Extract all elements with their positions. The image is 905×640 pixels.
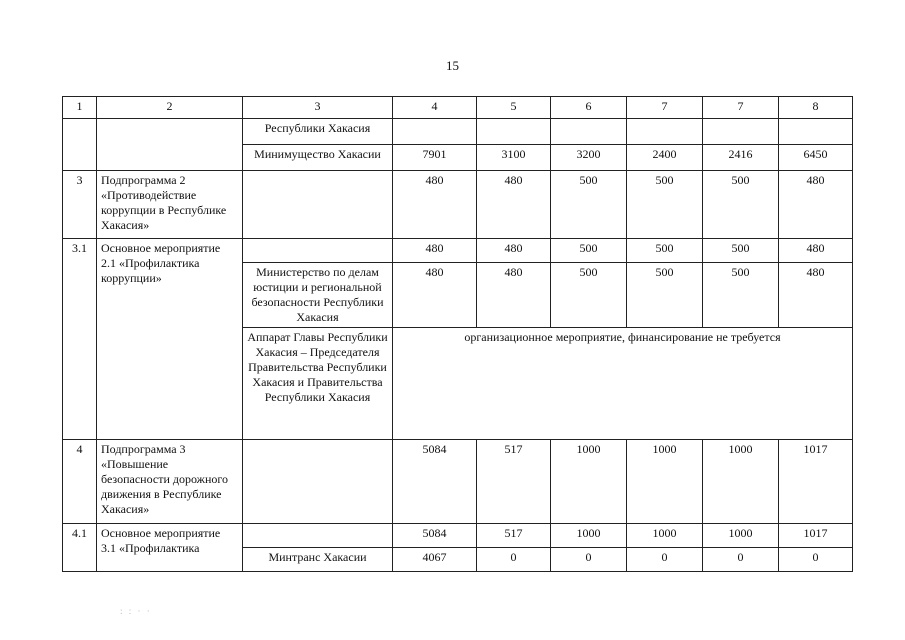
value-cell: 500	[627, 239, 703, 263]
value-cell: 2416	[703, 145, 779, 171]
executor-cell	[243, 239, 393, 263]
value-cell: 4067	[393, 548, 477, 572]
table-row	[63, 239, 853, 263]
row-number-cell: 3	[63, 171, 97, 239]
value-cell: 500	[627, 171, 703, 239]
header-cell: 8	[779, 97, 853, 119]
value-cell: 1017	[779, 524, 853, 548]
value-cell: 0	[627, 548, 703, 572]
row-name-cell: Подпрограмма 2 «Противодействие коррупции в Республике Хакасия»	[97, 171, 243, 239]
executor-cell: Аппарат Главы Республики Хакасия – Председателя Правительства Республики Хакасия и Правительства Республики Хакасия	[243, 328, 393, 440]
value-cell: 0	[477, 548, 551, 572]
value-cell: 517	[477, 440, 551, 524]
row-number-cell: 3.1	[63, 239, 97, 440]
header-cell: 7	[703, 97, 779, 119]
value-cell: 500	[551, 239, 627, 263]
value-cell: 1000	[627, 524, 703, 548]
value-cell: 500	[703, 239, 779, 263]
value-cell: 5084	[393, 440, 477, 524]
table-row	[63, 119, 853, 145]
header-cell: 2	[97, 97, 243, 119]
executor-cell: Министерство по делам юстиции и региональной безопасности Республики Хакасия	[243, 263, 393, 328]
value-cell: 480	[779, 263, 853, 328]
value-cell: 1000	[551, 440, 627, 524]
value-cell: 480	[393, 239, 477, 263]
value-cell: 500	[703, 263, 779, 328]
executor-cell	[243, 171, 393, 239]
header-cell: 6	[551, 97, 627, 119]
value-cell: 500	[551, 171, 627, 239]
executor-cell: Минтранс Хакасии	[243, 548, 393, 572]
value-cell: 480	[393, 263, 477, 328]
value-cell: 7901	[393, 145, 477, 171]
row-name-cell: Основное мероприятие 2.1 «Профилактика коррупции»	[97, 239, 243, 440]
value-cell: 1000	[703, 524, 779, 548]
value-cell: 1000	[551, 524, 627, 548]
executor-cell	[243, 440, 393, 524]
value-cell: 480	[779, 239, 853, 263]
value-cell: 500	[627, 263, 703, 328]
value-cell: 517	[477, 524, 551, 548]
header-cell: 5	[477, 97, 551, 119]
header-row	[63, 97, 853, 119]
row-name-cell: Основное мероприятие 3.1 «Профилактика	[97, 524, 243, 572]
value-cell: 1000	[627, 440, 703, 524]
value-cell: 500	[551, 263, 627, 328]
value-cell: 1000	[703, 440, 779, 524]
table-row	[63, 524, 853, 548]
value-cell: 6450	[779, 145, 853, 171]
row-name-cell: Подпрограмма 3 «Повышение безопасности дорожного движения в Республике Хакасия»	[97, 440, 243, 524]
value-cell: 480	[477, 171, 551, 239]
value-cell: 480	[477, 239, 551, 263]
value-cell: 5084	[393, 524, 477, 548]
page-number: 15	[446, 58, 459, 73]
header-cell: 7	[627, 97, 703, 119]
row-number-cell: 4	[63, 440, 97, 524]
value-cell: 480	[477, 263, 551, 328]
row-number-cell: 4.1	[63, 524, 97, 572]
header-cell: 1	[63, 97, 97, 119]
executor-cell: Республики Хакасия	[243, 119, 393, 145]
value-cell: 0	[779, 548, 853, 572]
value-cell: 3100	[477, 145, 551, 171]
value-cell: 500	[703, 171, 779, 239]
value-cell: 0	[551, 548, 627, 572]
value-cell: 480	[779, 171, 853, 239]
budget-table	[62, 96, 853, 572]
header-cell: 4	[393, 97, 477, 119]
executor-cell	[243, 524, 393, 548]
value-cell: 480	[393, 171, 477, 239]
row-name-cell	[97, 119, 243, 171]
value-cell: 2400	[627, 145, 703, 171]
header-cell: 3	[243, 97, 393, 119]
table-row	[63, 171, 853, 239]
table-row	[63, 440, 853, 524]
scan-artifact: : : · ·	[120, 606, 152, 616]
merged-note-cell: организационное мероприятие, финансирование не требуется	[393, 328, 853, 440]
row-number-cell	[63, 119, 97, 171]
value-cell: 3200	[551, 145, 627, 171]
executor-cell: Минимущество Хакасии	[243, 145, 393, 171]
value-cell: 0	[703, 548, 779, 572]
value-cell: 1017	[779, 440, 853, 524]
